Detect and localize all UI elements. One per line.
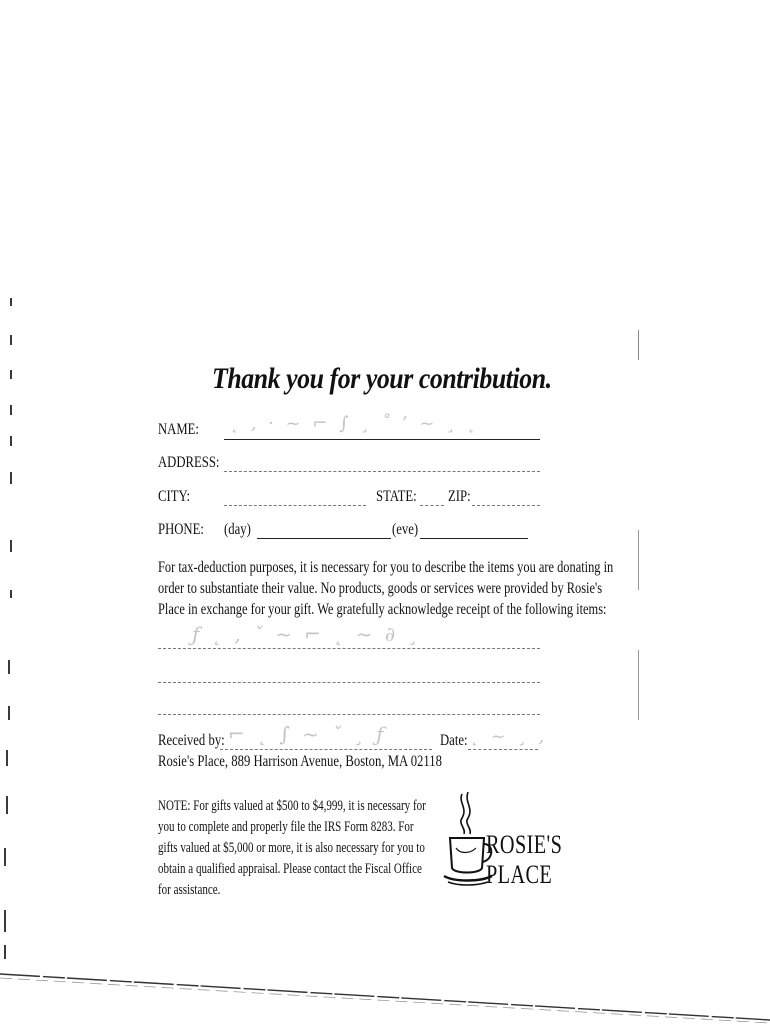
address-label: ADDRESS:: [158, 454, 220, 471]
instructions-line: order to substantiate their value. No products, goods or services were provided by Rosie's: [158, 580, 603, 597]
faded-handwriting: ƒ ˛ ‚ ˇ ~ ⌐ ˛ ~ ∂ ¸: [192, 622, 421, 646]
scan-artifact: [10, 436, 12, 446]
note-line: NOTE: For gifts valued at $500 to $4,999, it is necessary for: [158, 798, 426, 814]
note-line: gifts valued at $5,000 or more, it is also necessary for you to: [158, 840, 425, 856]
scan-artifact: [10, 405, 12, 415]
scan-artifact: [6, 796, 8, 814]
instructions-line: Place in exchange for your gift. We gratefully acknowledge receipt of the following items:: [158, 601, 607, 618]
scan-artifact: [638, 330, 639, 360]
scan-artifact: [8, 706, 10, 720]
date-field-line[interactable]: [468, 749, 538, 750]
scan-artifact: [10, 335, 12, 345]
zip-field-line[interactable]: [472, 505, 540, 506]
name-field-line[interactable]: [224, 439, 540, 440]
note-line: obtain a qualified appraisal. Please contact the Fiscal Office: [158, 861, 422, 877]
name-label: NAME:: [158, 421, 199, 438]
scan-artifact: [10, 298, 12, 306]
note-line: you to complete and properly file the IRS Form 8283. For: [158, 819, 414, 835]
rosies-place-logo: [440, 790, 570, 890]
scan-artifact: [10, 370, 12, 379]
city-field-line[interactable]: [224, 505, 366, 506]
phone-eve-label: (eve): [392, 521, 419, 538]
scan-artifact: [10, 472, 12, 484]
scan-artifact: [6, 750, 8, 766]
phone-day-label: (day): [224, 521, 251, 538]
scan-artifact: [4, 945, 6, 959]
note-line: for assistance.: [158, 882, 221, 898]
form-title: Thank you for your contribution.: [212, 362, 552, 395]
received-by-label: Received by:: [158, 732, 225, 749]
phone-eve-field-line[interactable]: [420, 538, 528, 539]
instructions-line: For tax-deduction purposes, it is necessary for you to describe the items you are donating in: [158, 559, 614, 576]
scan-artifact: [10, 540, 12, 552]
address-field-line[interactable]: [224, 471, 540, 472]
state-label: STATE:: [376, 488, 417, 505]
date-label: Date:: [440, 732, 468, 749]
note-block: [158, 796, 426, 901]
faded-handwriting: ˛ ‚ · ~ ⌐ ∫ ¸ ˚ ’ ~ ¸ ˛: [230, 413, 479, 434]
scan-artifact: [638, 530, 639, 590]
city-label: CITY:: [158, 488, 191, 505]
items-field-line-3[interactable]: [158, 714, 540, 715]
phone-label: PHONE:: [158, 521, 204, 538]
scan-artifact: [8, 660, 10, 674]
faded-date: ˛ ~ ¸ ‚: [470, 726, 547, 747]
phone-day-field-line[interactable]: [257, 538, 391, 539]
received-by-field-line[interactable]: [220, 749, 432, 750]
logo-text-line1: ROSIE'S: [486, 830, 563, 859]
scan-artifact: [638, 650, 639, 720]
organization-address: Rosie's Place, 889 Harrison Avenue, Boston, MA 02118: [158, 753, 443, 770]
scan-artifact: [10, 590, 12, 598]
scan-artifact: [4, 848, 6, 866]
zip-label: ZIP:: [448, 488, 471, 505]
scan-edge-line: [0, 960, 770, 1024]
state-field-line[interactable]: [420, 505, 444, 506]
faded-signature: ⌐ ˛ ∫ ~ ˇ ¸ ƒ: [228, 722, 387, 746]
logo-text-line2: PLACE: [486, 860, 553, 889]
scan-artifact: [4, 910, 6, 932]
items-field-line-2[interactable]: [158, 682, 540, 683]
items-field-line-1[interactable]: [158, 648, 540, 649]
